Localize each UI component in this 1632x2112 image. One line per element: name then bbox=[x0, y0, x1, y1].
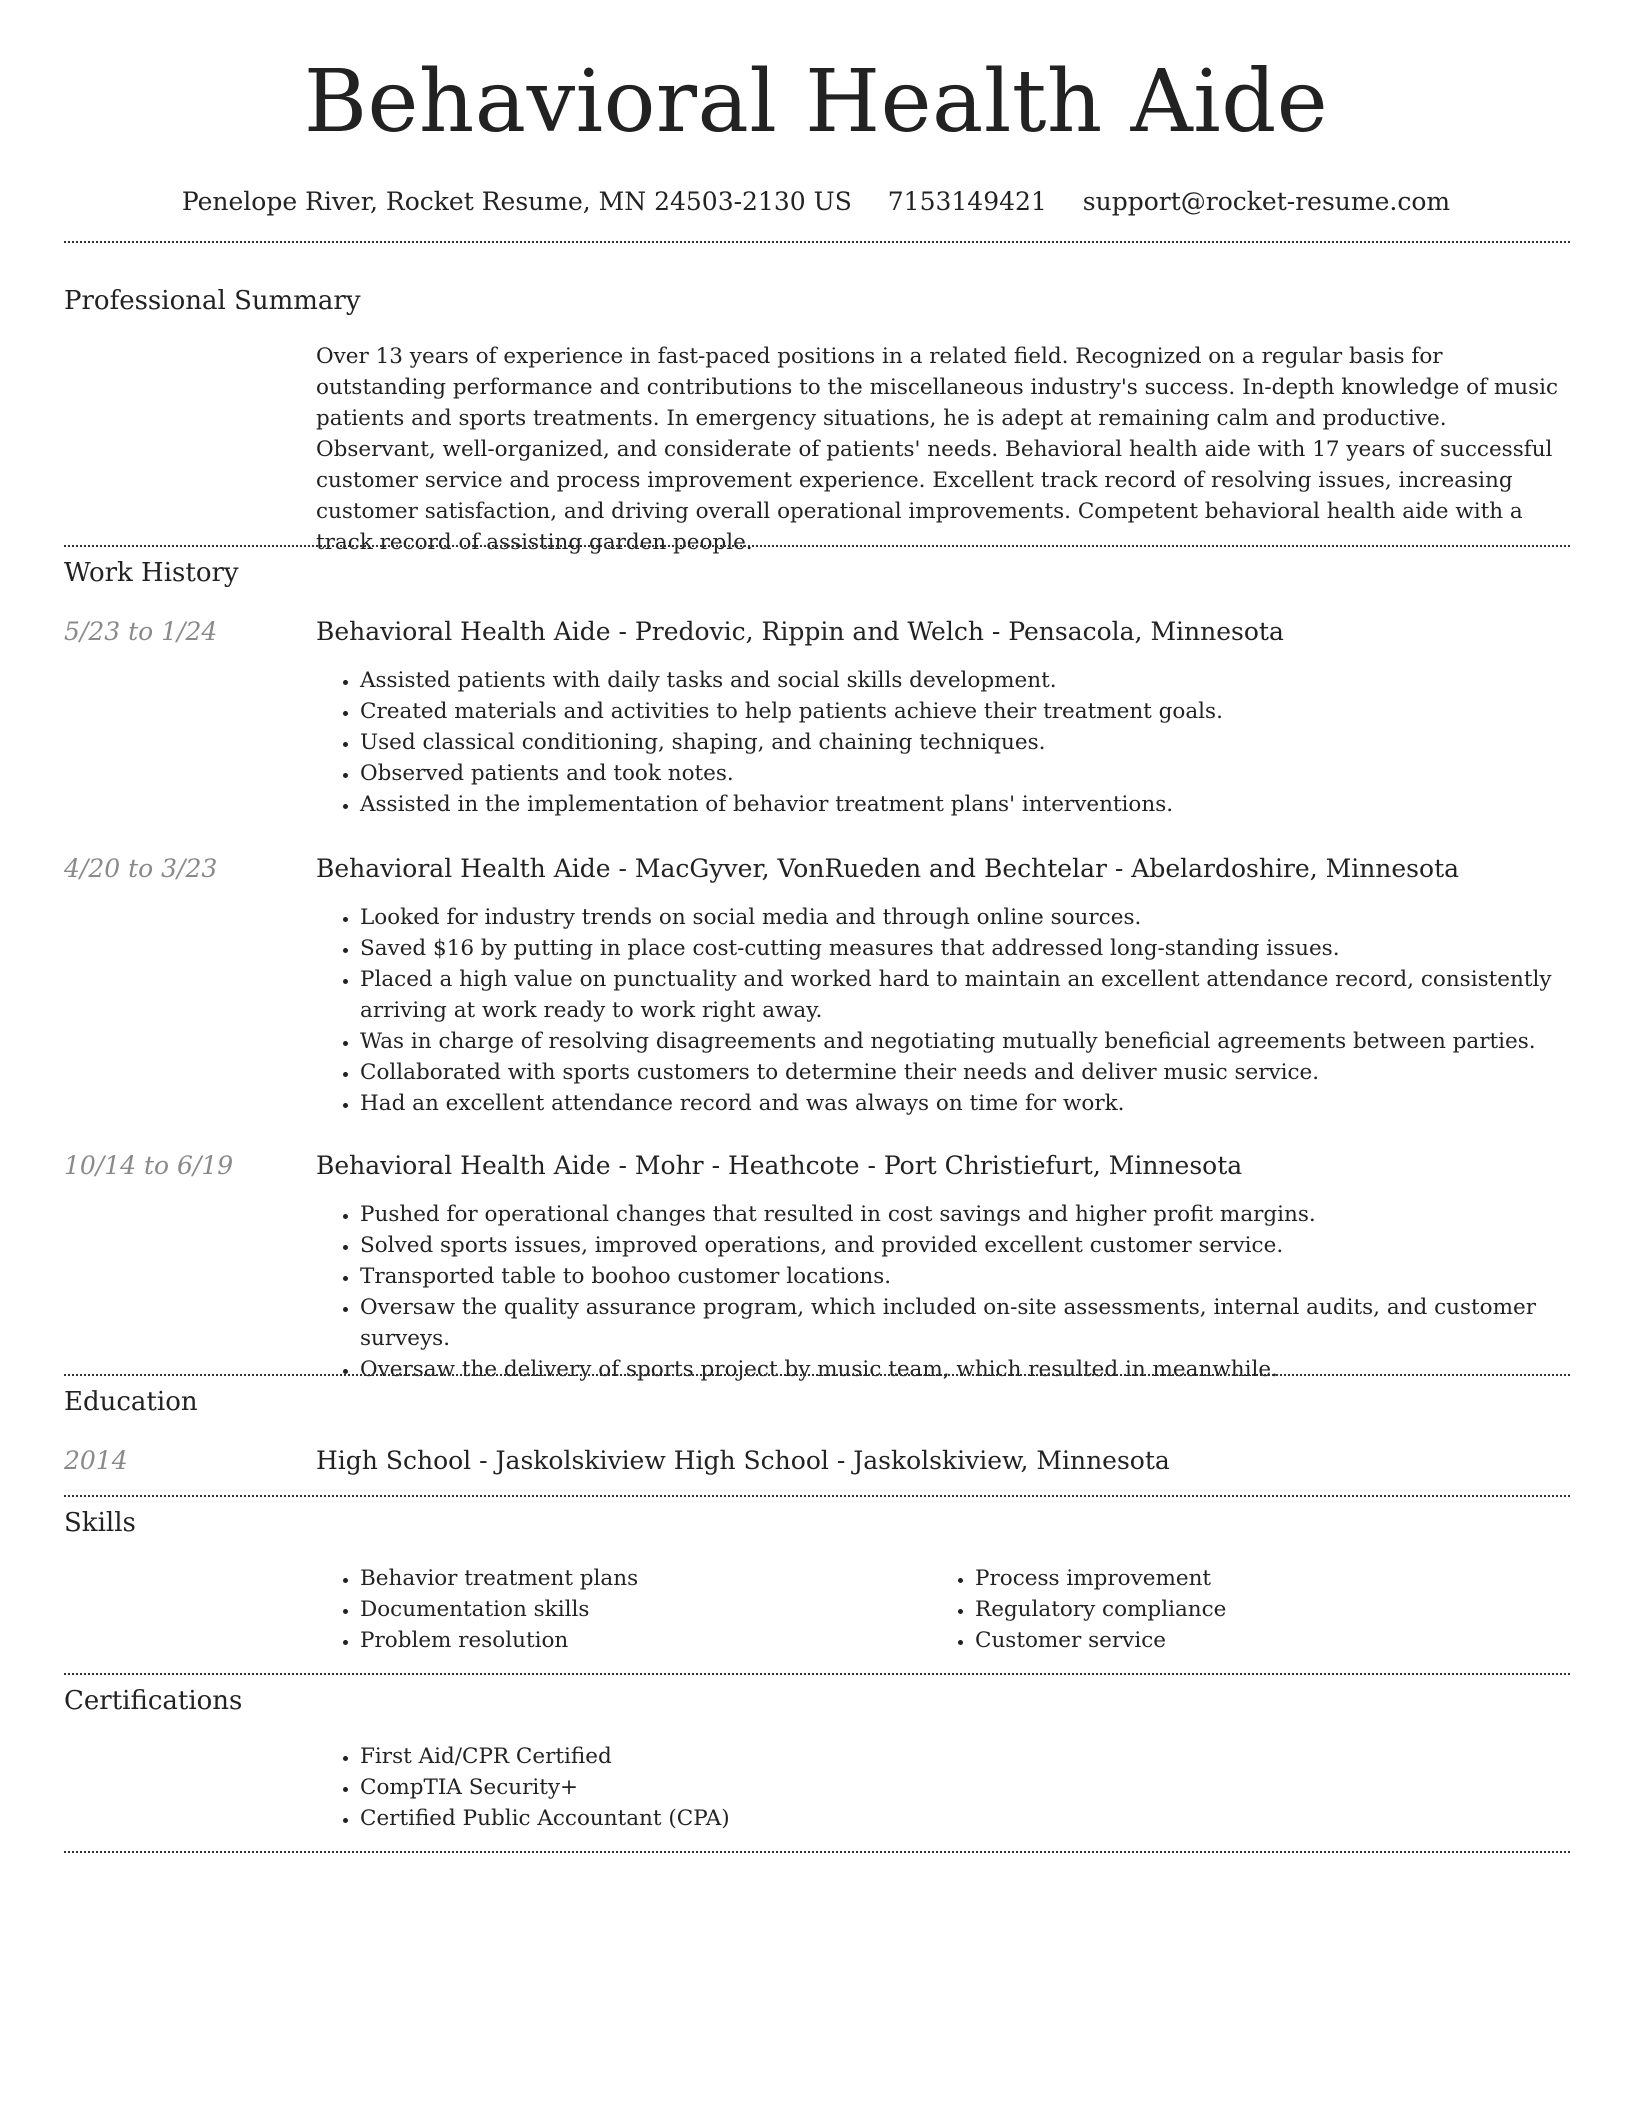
section-title-certifications: Certifications bbox=[64, 1686, 243, 1716]
list-item: • Used classical conditioning, shaping, and chaining techniques. bbox=[360, 727, 1614, 758]
section-title-work-history: Work History bbox=[64, 558, 239, 588]
list-item: • Collaborated with sports customers to determine their needs and deliver music service. bbox=[360, 1057, 1614, 1088]
list-item: • Documentation skills bbox=[360, 1594, 960, 1625]
section-title-education: Education bbox=[64, 1387, 198, 1417]
education-year: 2014 bbox=[64, 1446, 128, 1475]
summary-text: Over 13 years of experience in fast-paced positions in a related field. Recognized on a regular basis for outstanding performance and contributions to the miscellaneous industry's success. In-depth knowledge of music patients and sports treatments. In emergency situations, he is adept at remaining calm and productive. Observant, well-organized, and considerate of patients' needs. Behavioral health aide with 17 years of successful customer service and process improvement experience. Excellent track record of resolving issues, increasing customer satisfaction, and driving overall operational improvements. Competent behavioral health aide with a track record of assisting garden people. bbox=[316, 344, 1559, 555]
job-bullets bbox=[316, 1199, 1614, 1385]
list-item: • Saved $16 by putting in place cost-cutting measures that addressed long-standing issues. bbox=[360, 933, 1614, 964]
job-title: Behavioral Health Aide - MacGyver, VonRueden and Bechtelar - Abelardoshire, Minnesota bbox=[316, 854, 1460, 883]
list-item: • Problem resolution bbox=[360, 1625, 960, 1656]
contact-line bbox=[0, 186, 1632, 218]
job-dates: 4/20 to 3/23 bbox=[64, 854, 218, 883]
contact-address: Penelope River, Rocket Resume, MN 24503-2130 US bbox=[181, 187, 852, 216]
list-item: • Created materials and activities to help patients achieve their treatment goals. bbox=[360, 696, 1614, 727]
divider bbox=[64, 1851, 1570, 1853]
section-title-skills: Skills bbox=[64, 1508, 136, 1538]
divider bbox=[64, 241, 1570, 243]
list-item: • Placed a high value on punctuality and worked hard to maintain an excellent attendance record, consistently arriving at work ready to work right away. bbox=[360, 964, 1614, 1026]
skills-list-left bbox=[316, 1563, 960, 1656]
list-item: • Certified Public Accountant (CPA) bbox=[360, 1803, 1614, 1834]
list-item: • Pushed for operational changes that resulted in cost savings and higher profit margins. bbox=[360, 1199, 1614, 1230]
education-degree: High School - Jaskolskiview High School - Jaskolskiview, Minnesota bbox=[316, 1446, 1170, 1475]
job-title: Behavioral Health Aide - Mohr - Heathcote - Port Christiefurt, Minnesota bbox=[316, 1151, 1243, 1180]
list-item: • CompTIA Security+ bbox=[360, 1772, 1614, 1803]
list-item: • Regulatory compliance bbox=[975, 1594, 1575, 1625]
candidate-name: Behavioral Health Aide bbox=[303, 52, 1329, 152]
job-bullets bbox=[316, 665, 1614, 820]
contact-phone: 7153149421 bbox=[887, 187, 1047, 216]
list-item: • Process improvement bbox=[975, 1563, 1575, 1594]
list-item: • Was in charge of resolving disagreements and negotiating mutually beneficial agreements between parties. bbox=[360, 1026, 1614, 1057]
job-title: Behavioral Health Aide - Predovic, Rippin and Welch - Pensacola, Minnesota bbox=[316, 617, 1284, 646]
contact-email: support@rocket-resume.com bbox=[1082, 187, 1451, 216]
skills-list-right bbox=[931, 1563, 1575, 1656]
list-item: • Observed patients and took notes. bbox=[360, 758, 1614, 789]
resume-header bbox=[0, 0, 1632, 218]
list-item: • Looked for industry trends on social media and through online sources. bbox=[360, 902, 1614, 933]
section-title-summary: Professional Summary bbox=[64, 286, 361, 316]
job-dates: 10/14 to 6/19 bbox=[64, 1151, 234, 1180]
list-item: • Behavior treatment plans bbox=[360, 1563, 960, 1594]
list-item: • Had an excellent attendance record and was always on time for work. bbox=[360, 1088, 1614, 1119]
list-item: • Assisted in the implementation of behavior treatment plans' interventions. bbox=[360, 789, 1614, 820]
divider bbox=[64, 1374, 1570, 1376]
list-item: • Oversaw the delivery of sports project by music team, which resulted in meanwhile. bbox=[360, 1354, 1614, 1385]
list-item: • First Aid/CPR Certified bbox=[360, 1741, 1614, 1772]
divider bbox=[64, 1673, 1570, 1675]
divider bbox=[64, 1495, 1570, 1497]
job-bullets bbox=[316, 902, 1614, 1119]
list-item: • Solved sports issues, improved operations, and provided excellent customer service. bbox=[360, 1230, 1614, 1261]
list-item: • Transported table to boohoo customer locations. bbox=[360, 1261, 1614, 1292]
job-dates: 5/23 to 1/24 bbox=[64, 617, 218, 646]
divider bbox=[64, 545, 1570, 547]
list-item: • Customer service bbox=[975, 1625, 1575, 1656]
list-item: • Assisted patients with daily tasks and social skills development. bbox=[360, 665, 1614, 696]
list-item: • Oversaw the quality assurance program, which included on-site assessments, internal audits, and customer surveys. bbox=[360, 1292, 1614, 1354]
certifications-list bbox=[316, 1741, 1614, 1834]
